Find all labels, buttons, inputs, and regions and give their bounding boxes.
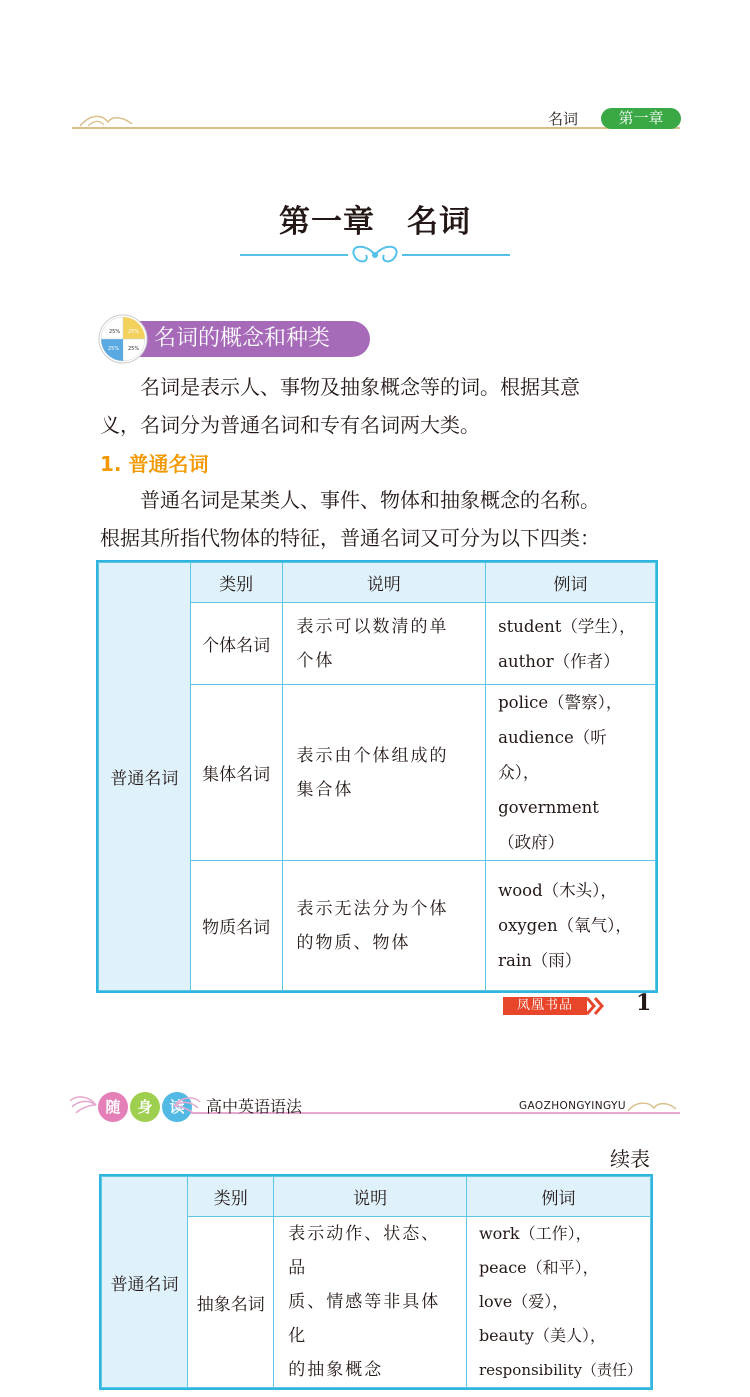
- table-cell-description: 表示无法分为个体 的物质、物体: [282, 861, 486, 991]
- table-row-head: 普通名词: [102, 1177, 188, 1388]
- brand-tag: 凤凰书品: [503, 997, 587, 1015]
- header-topic-label: 名词: [548, 110, 579, 128]
- page-number: 1: [636, 990, 652, 1016]
- table-cell-category: 集体名词: [190, 685, 282, 861]
- continued-label: 续表: [610, 1147, 650, 1171]
- book-pinyin: GAOZHONGYINGYU: [519, 1100, 626, 1112]
- paragraph-line: 根据其所指代物体的特征，普通名词又可分为以下四类：: [100, 526, 600, 550]
- header-ornament-icon: [626, 1099, 678, 1113]
- table-cell-description: 表示可以数清的单 个体: [282, 603, 486, 685]
- table-header: 说明: [282, 563, 486, 603]
- paragraph-line: 普通名词是某类人、事件、物体和抽象概念的名称。: [100, 488, 600, 512]
- pie-label: 25%: [109, 329, 121, 335]
- title-ornament-icon: [236, 240, 514, 270]
- chevrons-right-icon: [585, 995, 607, 1017]
- book-title: 高中英语语法: [206, 1097, 303, 1116]
- pie-label: 25%: [128, 346, 140, 352]
- paragraph-line: 名词是表示人、事物及抽象概念等的词。根据其意: [100, 375, 580, 399]
- table-cell-description: 表示由个体组成的 集合体: [282, 685, 486, 861]
- subsection-heading: 1. 普通名词: [100, 452, 209, 476]
- table-header: 例词: [486, 563, 656, 603]
- table-header: 类别: [190, 563, 282, 603]
- series-badge-char: 身: [130, 1092, 160, 1122]
- header-rule: [72, 127, 680, 129]
- pie-label: 25%: [128, 329, 140, 335]
- table-cell-category: 个体名词: [190, 603, 282, 685]
- pie-chart-icon: [98, 314, 148, 364]
- table-header: 说明: [274, 1177, 467, 1217]
- table-cell-examples: wood（木头）， oxygen（氧气）， rain（雨）: [486, 861, 656, 991]
- noun-types-table: [98, 562, 656, 991]
- header-chapter-pill: 第一章: [601, 108, 681, 129]
- table-cell-category: 抽象名词: [188, 1217, 274, 1388]
- table-cell-examples: student（学生）， author（作者）: [486, 603, 656, 685]
- table-row-head: 普通名词: [99, 563, 191, 991]
- chapter-title: 第一章 名词: [279, 204, 471, 240]
- table-cell-description: 表示动作、状态、品 质、情感等非具体化 的抽象概念: [274, 1217, 467, 1388]
- series-badge-char: 读: [162, 1092, 192, 1122]
- subsection-paragraph: [100, 481, 660, 557]
- table-cell-examples: work（工作）， peace（和平）， love（爱）， beauty（美人）， responsibility（责任）: [466, 1217, 650, 1388]
- intro-paragraph: [100, 368, 660, 444]
- table-header: 类别: [188, 1177, 274, 1217]
- paragraph-line: 义，名词分为普通名词和专有名词两大类。: [100, 413, 480, 437]
- pie-label: 25%: [108, 346, 120, 352]
- section-title: 名词的概念和种类: [124, 321, 370, 357]
- series-badge-char: 随: [98, 1092, 128, 1122]
- noun-types-table-continued: [101, 1176, 651, 1388]
- table-cell-category: 物质名词: [190, 861, 282, 991]
- table-header: 例词: [466, 1177, 650, 1217]
- header-ornament-icon: [78, 112, 134, 128]
- wing-ornament-icon: [172, 1094, 202, 1118]
- table-cell-examples: police（警察）， audience（听众）， government （政府）: [486, 685, 656, 861]
